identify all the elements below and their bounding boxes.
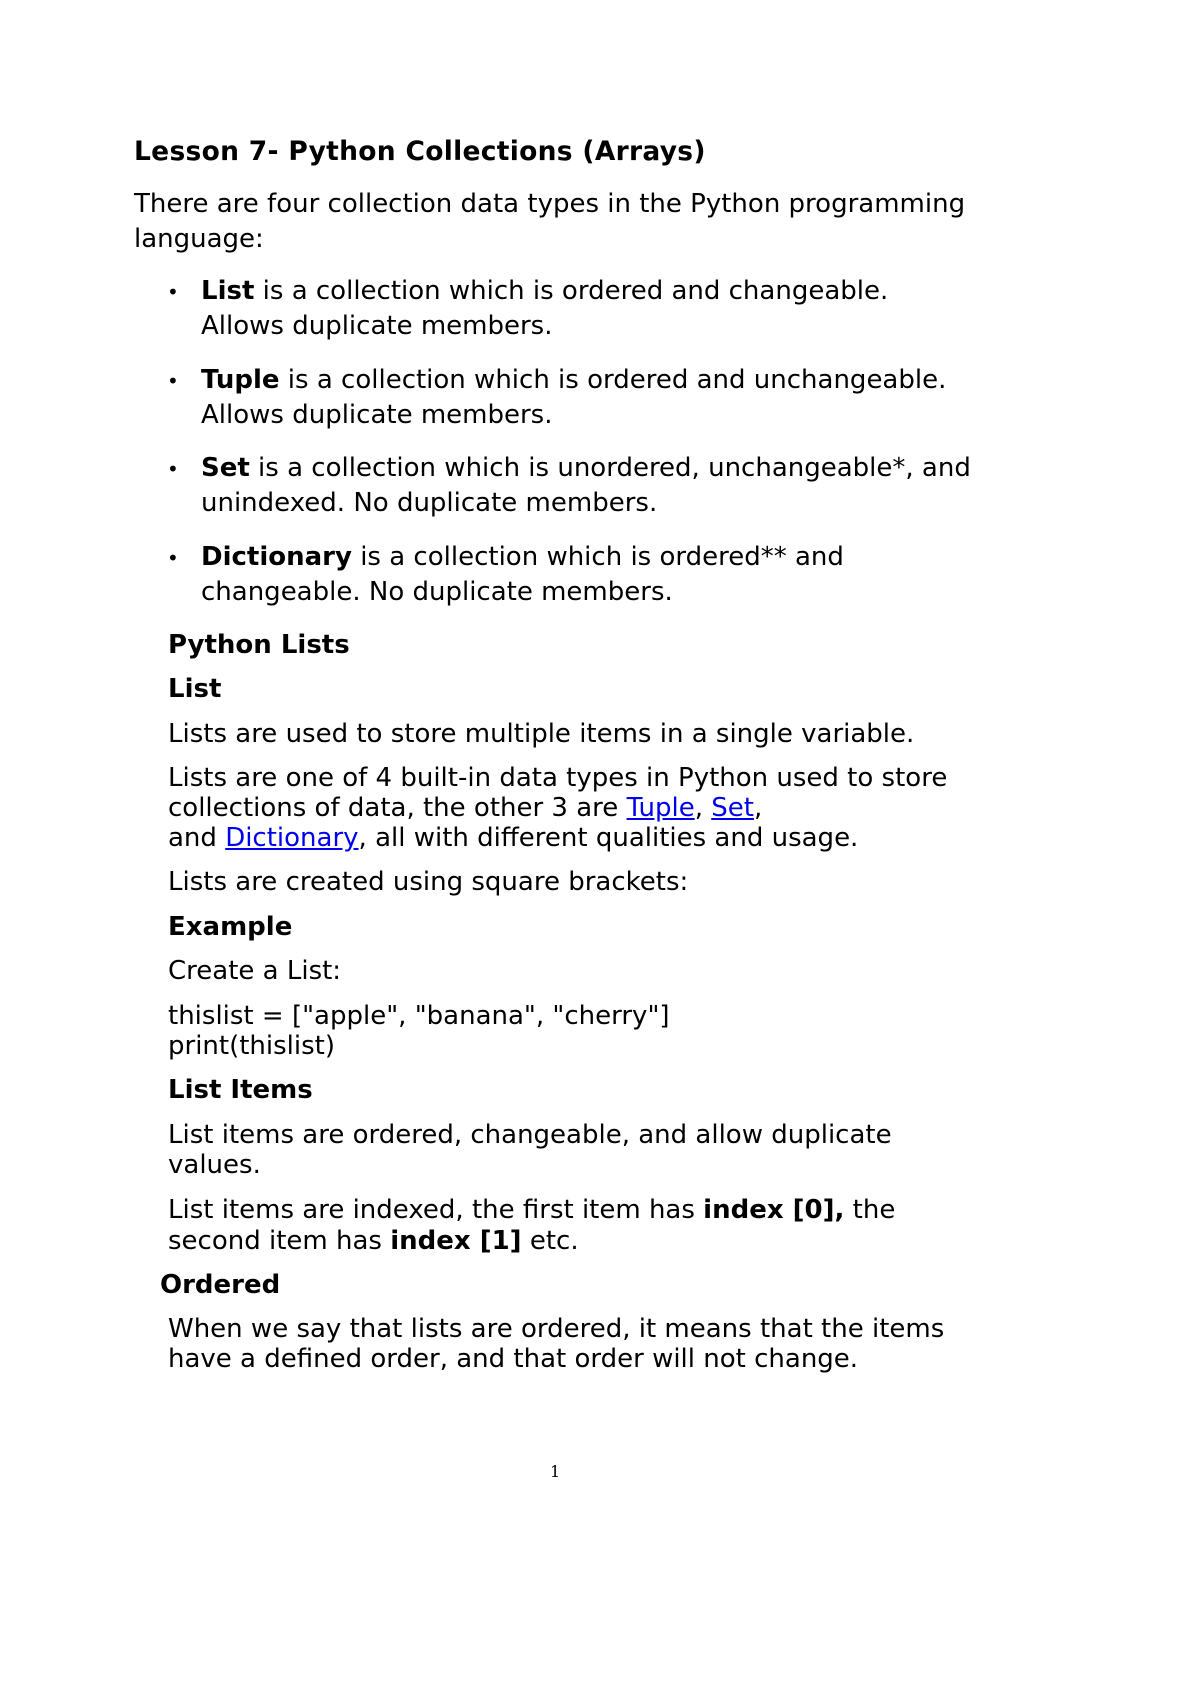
indexed-line-2 [168,1225,579,1258]
bullet-list-line-2: Allows duplicate members. [201,311,553,341]
indexed-text: etc. [521,1226,579,1256]
heading-list: List [168,674,222,704]
bullet-term: Tuple [201,365,280,395]
heading-list-items: List Items [168,1075,313,1105]
bullet-icon: • [167,369,179,393]
bullet-text: is a collection which is ordered** and [351,542,844,572]
list-items-line-2: values. [168,1150,261,1180]
lists-one-of-text: and [168,823,226,853]
indexed-line-1 [168,1194,895,1227]
code-line-2: print(thislist) [168,1031,336,1061]
lists-one-of-line-1: Lists are one of 4 built-in data types in Python used to store [168,763,948,793]
dictionary-link[interactable]: Dictionary [225,823,359,853]
set-link[interactable]: Set [711,793,754,823]
bullet-set-line-2: unindexed. No duplicate members. [201,488,658,518]
lists-used-paragraph: Lists are used to store multiple items in a single variable. [168,719,915,749]
bullet-term: List [201,276,255,306]
indexed-bold: index [1] [390,1226,522,1256]
bullet-set-line-1 [201,452,971,485]
bullet-tuple-line-1 [201,364,946,397]
lists-one-of-text: collections of data, the other 3 are [168,793,627,823]
lists-one-of-line-3 [168,822,858,855]
separator: , [694,793,712,823]
indexed-bold: index [0], [703,1195,845,1225]
bullet-list-line-1 [201,275,888,308]
bullet-icon: • [167,546,179,570]
bullet-term: Dictionary [201,542,352,572]
ordered-line-2: have a defined order, and that order will not change. [168,1344,859,1374]
heading-ordered: Ordered [160,1270,281,1300]
bullet-icon: • [167,457,179,481]
list-items-line-1: List items are ordered, changeable, and allow duplicate [168,1120,892,1150]
heading-python-lists: Python Lists [168,630,350,660]
heading-example: Example [168,912,293,942]
bullet-tuple-line-2: Allows duplicate members. [201,400,553,430]
page-number: 1 [550,1462,561,1481]
tuple-link[interactable]: Tuple [626,793,695,823]
lists-one-of-line-2 [168,792,762,825]
intro-line-2: language: [134,224,264,254]
bullet-dictionary-line-2: changeable. No duplicate members. [201,577,673,607]
code-line-1: thislist = ["apple", "banana", "cherry"] [168,1001,670,1031]
bullet-term: Set [201,453,250,483]
bullet-icon: • [167,280,179,304]
ordered-line-1: When we say that lists are ordered, it means that the items [168,1314,945,1344]
page-title: Lesson 7- Python Collections (Arrays) [134,136,706,167]
indexed-text: second item has [168,1226,391,1256]
lists-created-paragraph: Lists are created using square brackets: [168,867,689,897]
bullet-dictionary-line-1 [201,541,844,574]
bullet-text: is a collection which is unordered, unchangeable*, and [249,453,971,483]
indexed-text: List items are indexed, the first item has [168,1195,704,1225]
separator: , [753,793,763,823]
create-list-paragraph: Create a List: [168,956,342,986]
bullet-text: is a collection which is ordered and unchangeable. [279,365,947,395]
bullet-text: is a collection which is ordered and changeable. [254,276,889,306]
indexed-text: the [844,1195,896,1225]
lists-one-of-text: , all with different qualities and usage. [358,823,859,853]
intro-line-1: There are four collection data types in the Python programming [134,189,966,219]
